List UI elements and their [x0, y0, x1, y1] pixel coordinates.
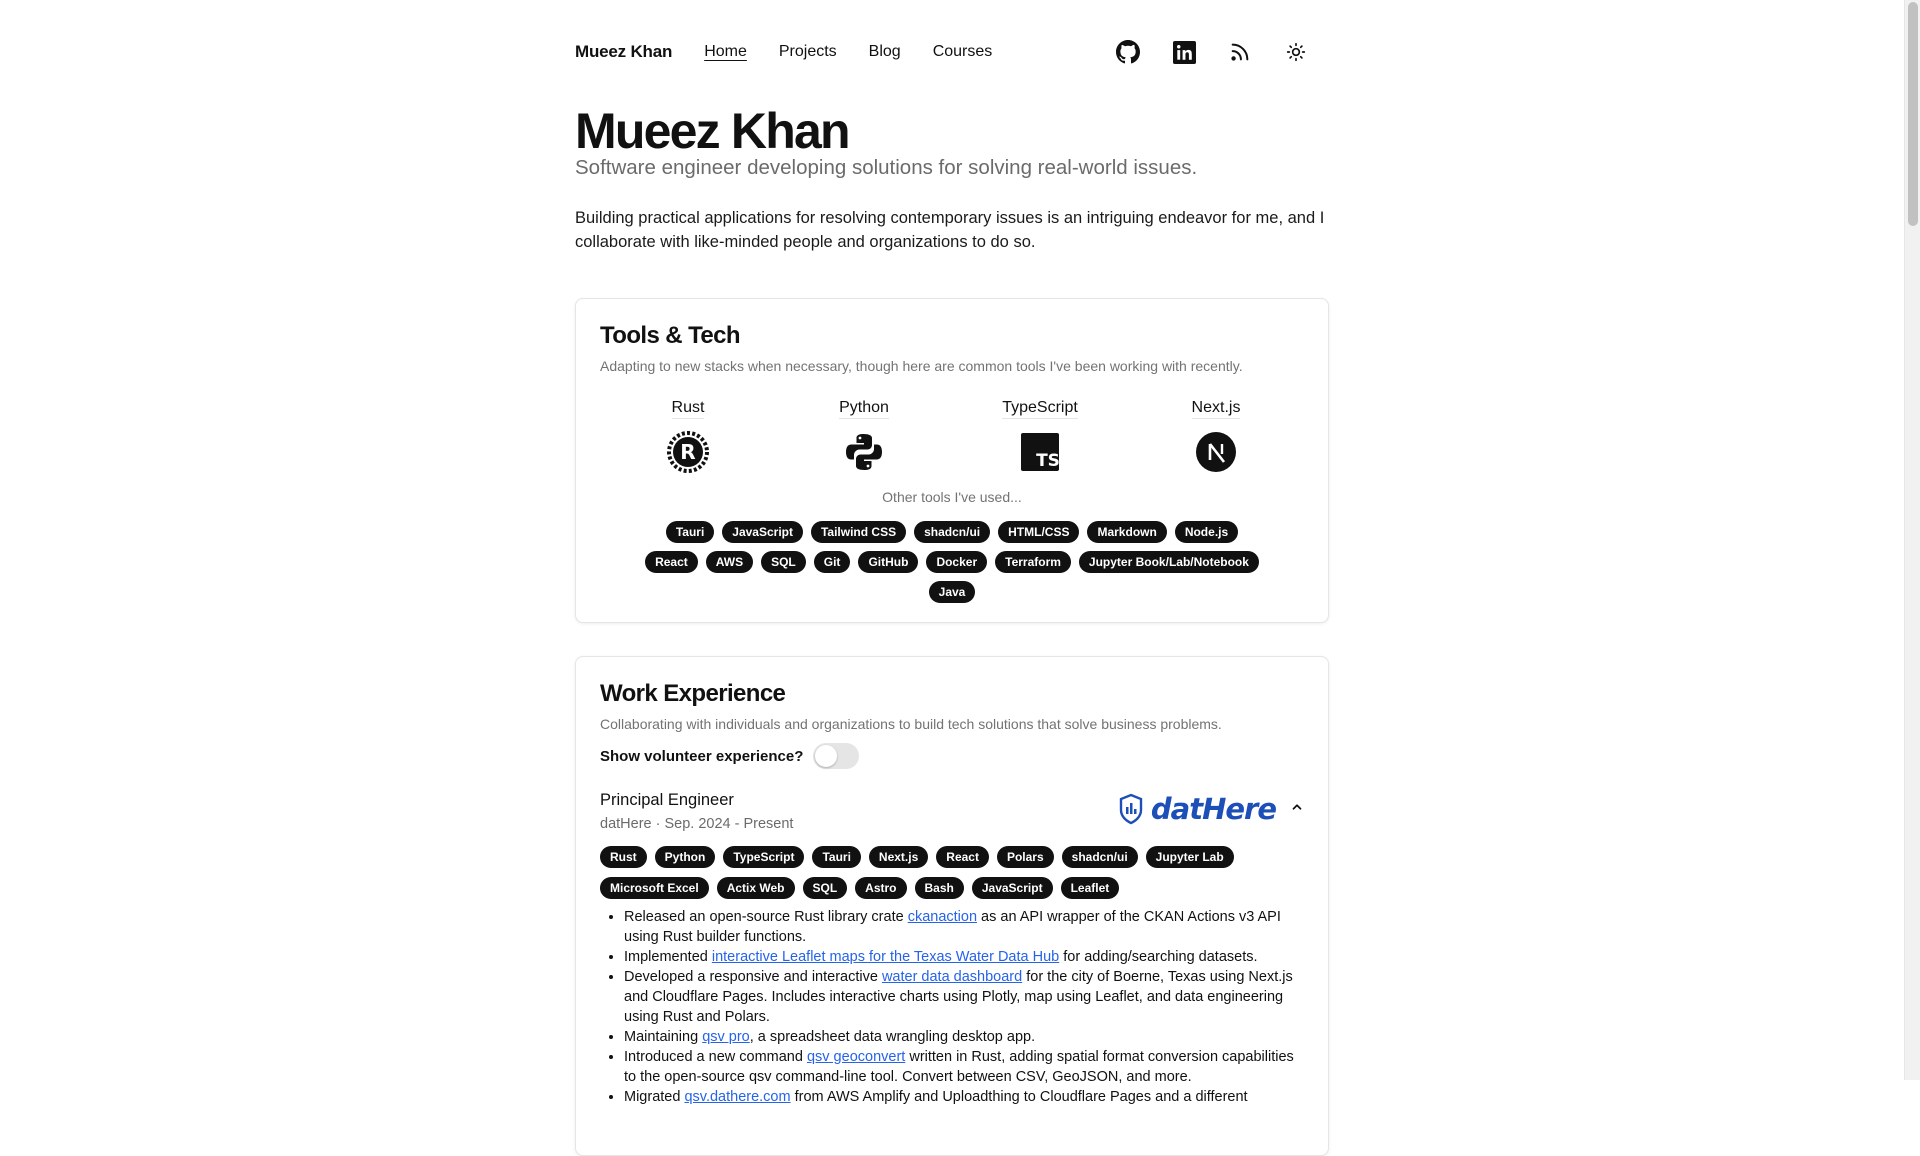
- tool-pill: Node.js: [1175, 521, 1238, 543]
- job-header: [600, 790, 1304, 832]
- typescript-logo-icon: [1019, 431, 1061, 473]
- nav-links: [704, 43, 992, 61]
- hero-subtitle: Software engineer developing solutions for solving real-world issues.: [575, 156, 1198, 179]
- job-bullet: [624, 967, 1304, 1027]
- skill-pill: Microsoft Excel: [600, 877, 709, 899]
- tool-name: Python: [839, 399, 889, 419]
- dathere-shield-icon: [1119, 794, 1143, 824]
- dathere-logo[interactable]: [1119, 792, 1276, 826]
- tool-pill: Jupyter Book/Lab/Notebook: [1079, 551, 1259, 573]
- leaflet-maps-link[interactable]: interactive Leaflet maps for the Texas Water Data Hub: [711, 949, 1060, 965]
- nav-link-projects[interactable]: Projects: [778, 43, 837, 60]
- nav-icons: [1115, 39, 1329, 65]
- skill-pill: Actix Web: [717, 877, 795, 899]
- tool-pill: SQL: [761, 551, 806, 573]
- skill-pill: JavaScript: [972, 877, 1053, 899]
- qsv-dathere-link[interactable]: qsv.dathere.com: [684, 1089, 791, 1105]
- svg-text:R: R: [680, 440, 696, 464]
- skill-pill: Leaflet: [1061, 877, 1120, 899]
- nextjs-logo-icon: [1195, 431, 1237, 473]
- tool-pill: Terraform: [995, 551, 1071, 573]
- nav-link-home[interactable]: Home: [704, 43, 747, 60]
- skill-pill: Python: [655, 846, 716, 868]
- python-logo-icon: [843, 431, 885, 473]
- svg-text:TS: TS: [1036, 451, 1060, 471]
- job-bullet: [624, 1027, 1304, 1047]
- rss-icon[interactable]: [1227, 39, 1253, 65]
- main-tools-grid: [600, 399, 1304, 473]
- rust-logo-icon: [667, 431, 709, 473]
- chevron-up-icon[interactable]: [1290, 800, 1304, 819]
- tools-title: Tools & Tech: [600, 322, 740, 349]
- volunteer-toggle-switch[interactable]: [813, 743, 859, 769]
- theme-toggle-sun-icon[interactable]: [1283, 39, 1309, 65]
- skill-pill: Rust: [600, 846, 647, 868]
- tool-name: Rust: [672, 399, 705, 419]
- job-bullet: [624, 1087, 1304, 1107]
- skill-pill: Tauri: [812, 846, 860, 868]
- tool-name: TypeScript: [1002, 399, 1078, 419]
- nav-link-blog[interactable]: Blog: [868, 43, 901, 60]
- ckanaction-link[interactable]: ckanaction: [907, 909, 978, 925]
- skill-pill: React: [936, 846, 989, 868]
- tool-pill: JavaScript: [722, 521, 803, 543]
- work-description: Collaborating with individuals and organizations to build tech solutions that solve business problems.: [600, 716, 1222, 732]
- top-nav: [575, 0, 1329, 104]
- job-skill-pills: [600, 846, 1304, 899]
- job-meta: datHere · Sep. 2024 - Present: [600, 816, 794, 832]
- bullet-text: Implemented: [624, 949, 712, 965]
- tool-pill: Git: [814, 551, 851, 573]
- skill-pill: shadcn/ui: [1062, 846, 1138, 868]
- bullet-text: written in Rust, adding spatial format conversion capabilities to the open-source qsv command-line tool. Convert between CSV, GeoJSON, and more.: [624, 1049, 1294, 1085]
- hero-body: Building practical applications for resolving contemporary issues is an intriguing endeavor for me, and I collaborate with like-minded people and organizations to do so.: [575, 209, 1325, 251]
- brand-name[interactable]: Mueez Khan: [575, 42, 673, 61]
- toggle-knob: [815, 745, 837, 767]
- work-experience-card: [575, 656, 1329, 1156]
- job-header-right: [1119, 792, 1304, 826]
- bullet-text: as an API wrapper of the CKAN Actions v3 API using Rust builder functions.: [624, 909, 1281, 945]
- skill-pill: SQL: [803, 877, 848, 899]
- tool-python: [776, 399, 952, 473]
- tool-pill: HTML/CSS: [998, 521, 1079, 543]
- bullet-text: for adding/searching datasets.: [1059, 949, 1258, 965]
- water-dashboard-link[interactable]: water data dashboard: [881, 969, 1023, 985]
- skill-pill: Astro: [855, 877, 906, 899]
- nav-link-courses[interactable]: Courses: [932, 43, 993, 60]
- tool-pill: Docker: [926, 551, 987, 573]
- dathere-logo-text: datHere: [1150, 792, 1276, 826]
- skill-pill: Bash: [915, 877, 964, 899]
- page-scrollbar[interactable]: [1904, 0, 1920, 1080]
- tool-pill: AWS: [706, 551, 753, 573]
- tool-pill: Java: [929, 581, 976, 603]
- tool-nextjs: [1128, 399, 1304, 473]
- hero-title: Mueez Khan: [575, 103, 849, 159]
- job-title: Principal Engineer: [600, 791, 734, 809]
- bullet-text: , a spreadsheet data wrangling desktop app.: [749, 1029, 1036, 1045]
- bullet-text: Migrated: [624, 1089, 685, 1105]
- qsv-pro-link[interactable]: qsv pro: [702, 1029, 750, 1045]
- skill-pill: TypeScript: [723, 846, 804, 868]
- github-icon[interactable]: [1115, 39, 1141, 65]
- tool-typescript: [952, 399, 1128, 473]
- volunteer-toggle-row: [600, 743, 1304, 769]
- qsv-geoconvert-link[interactable]: qsv geoconvert: [806, 1049, 906, 1065]
- tool-pill: Tailwind CSS: [811, 521, 906, 543]
- skill-pill: Next.js: [869, 846, 928, 868]
- tool-pill: Tauri: [666, 521, 714, 543]
- bullet-text: Released an open-source Rust library crate: [624, 909, 908, 925]
- bullet-text: from AWS Amplify and Uploadthing to Cloudflare Pages and a different: [790, 1089, 1248, 1105]
- bullet-text: for the city of Boerne, Texas using Next.js and Cloudflare Pages. Includes interactive charts using Plotly, map using Leaflet, and data engineering using Rust and Polars.: [624, 969, 1293, 1025]
- job-bullet: [624, 907, 1304, 947]
- skill-pill: Jupyter Lab: [1146, 846, 1234, 868]
- other-tools-label: Other tools I've used...: [882, 489, 1022, 505]
- tool-pill: shadcn/ui: [914, 521, 990, 543]
- tools-card: [575, 298, 1329, 623]
- tool-pill: React: [645, 551, 698, 573]
- volunteer-toggle-label: Show volunteer experience?: [600, 747, 804, 765]
- tool-name: Next.js: [1192, 399, 1241, 419]
- job-bullet: [624, 947, 1304, 967]
- tools-description: Adapting to new stacks when necessary, though here are common tools I've been working with recently.: [600, 358, 1243, 374]
- skill-pill: Polars: [997, 846, 1054, 868]
- job-bullet: [624, 1047, 1304, 1087]
- scrollbar-thumb[interactable]: [1908, 2, 1918, 226]
- job-info: [600, 790, 793, 832]
- tool-rust: [600, 399, 776, 473]
- tool-pill: GitHub: [858, 551, 918, 573]
- bullet-text: Developed a responsive and interactive: [624, 969, 882, 985]
- other-tools-pills: [600, 521, 1304, 603]
- work-title: Work Experience: [600, 680, 786, 707]
- bullet-text: Introduced a new command: [624, 1049, 807, 1065]
- bullet-text: Maintaining: [624, 1029, 703, 1045]
- tool-pill: Markdown: [1087, 521, 1166, 543]
- linkedin-icon[interactable]: [1171, 39, 1197, 65]
- job-bullets: [600, 907, 1304, 1107]
- page-container: [575, 0, 1329, 1156]
